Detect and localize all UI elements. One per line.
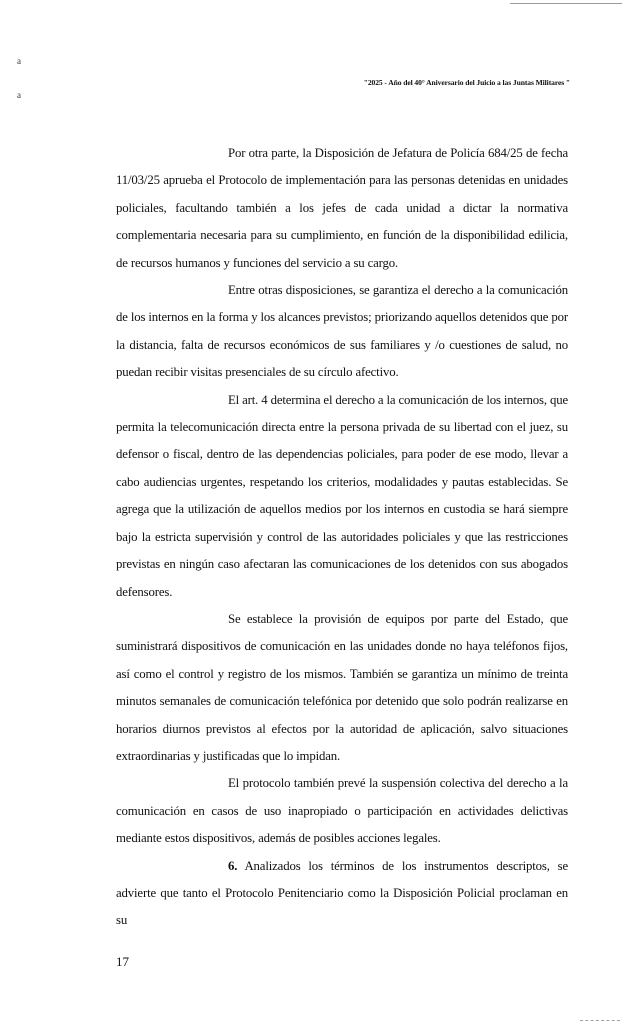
paragraph-text: Analizados los términos de los instrumentos descriptos, se advierte que tanto el Protocolo Penitenciario como la Disposición Policial proclaman en su (116, 858, 568, 928)
paragraph-text: Entre otras disposiciones, se garantiza el derecho a la comunicación de los internos en la forma y los alcances previstos; priorizando aquellos detenidos que por la distancia, falta de recursos económicos de sus familiares y /o cuestiones de salud, no puedan recibir visitas presenciales de su círculo afectivo. (116, 283, 568, 380)
paragraph (116, 853, 568, 935)
page-number: 17 (116, 954, 129, 969)
running-header: "2025 - Año del 40° Aniversario del Juicio a las Juntas Militares " (363, 78, 570, 87)
top-edge-rule (510, 3, 622, 4)
paragraph-text: Por otra parte, la Disposición de Jefatura de Policía 684/25 de fecha 11/03/25 aprueba el Protocolo de implementación para las personas detenidas en unidades policiales, facultando también a los jefes de cada unidad a dictar la normativa complementaria necesaria para su cumplimiento, en función de la disponibilidad edilicia, de recursos humanos y funciones del servicio a su cargo. (116, 146, 568, 270)
paragraph-text: El protocolo también prevé la suspensión colectiva del derecho a la comunicación en casos de uso inapropiado o participación en actividades delictivas mediante estos dispositivos, además de posibles acciones legales. (116, 776, 568, 846)
bottom-edge-rule (580, 1020, 620, 1021)
paragraph (116, 140, 568, 277)
paragraph (116, 277, 568, 387)
margin-mark: a (17, 56, 21, 66)
section-number: 6. (228, 858, 238, 873)
paragraph-text: El art. 4 determina el derecho a la comunicación de los internos, que permita la telecomunicación directa entre la persona privada de su libertad con el juez, su defensor o fiscal, dentro de las dependencias policiales, para poder de ese modo, llevar a cabo audiencias urgentes, respetando los criterios, modalidades y pautas establecidas. Se agrega que la utilización de aquellos medios por los internos en custodia se hará siempre bajo la estricta supervisión y control de las autoridades policiales y que las restricciones previstas en ningún caso afectaran las comunicaciones de los detenidos con sus abogados defensores. (116, 392, 569, 599)
document-body (116, 140, 568, 935)
paragraph (116, 606, 568, 770)
paragraph-text: Se establece la provisión de equipos por parte del Estado, que suministrará dispositivos de comunicación en las unidades donde no haya teléfonos fijos, así como el control y registro de los mismos. También se garantiza un mínimo de treinta minutos semanales de comunicación telefónica por detenido que solo podrán realizarse en horarios diurnos previstos al efectos por la autoridad de aplicación, salvo situaciones extraordinarias y justificadas que lo impidan. (116, 611, 568, 763)
margin-mark: a (17, 90, 21, 100)
paragraph (116, 387, 568, 606)
paragraph (116, 770, 568, 852)
